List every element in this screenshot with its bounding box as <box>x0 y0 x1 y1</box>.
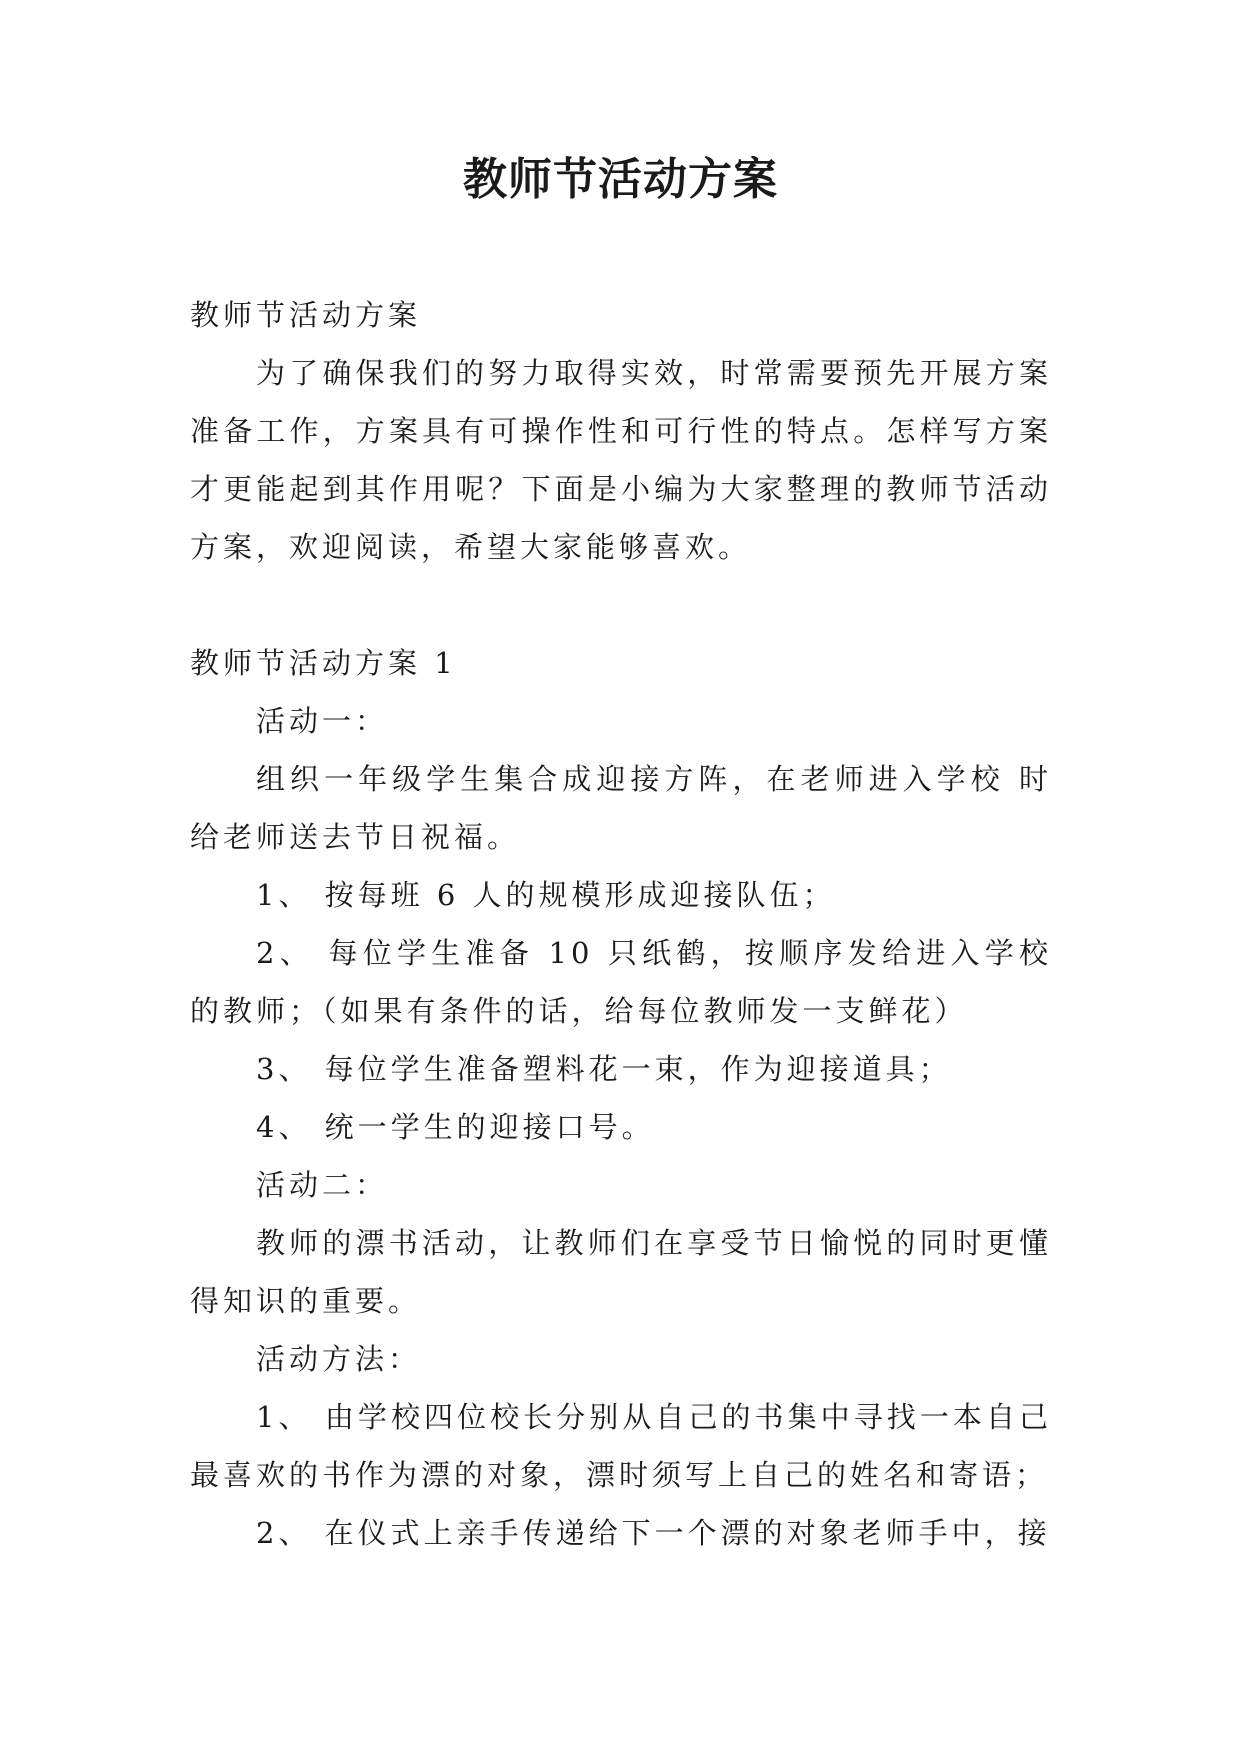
list-item: 4、 统一学生的迎接口号。 <box>256 1110 655 1144</box>
paragraph: 组织一年级学生集合成迎接方阵，在老师进入学校 时给老师送去节日祝福。 <box>190 762 1052 854</box>
list-item: 1、 按每班 6 人的规模形成迎接队伍； <box>256 878 836 912</box>
section-heading: 教师节活动方案 <box>190 298 422 332</box>
page-title: 教师节活动方案 <box>463 154 778 205</box>
paragraph: 教师的漂书活动，让教师们在享受节日愉悦的同时更懂得知识的重要。 <box>190 1226 1052 1318</box>
list-item: 1、 由学校四位校长分别从自己的书集中寻找一本自己最喜欢的书作为漂的对象，漂时须写上自己的姓名和寄语； <box>190 1400 1052 1492</box>
section-heading: 教师节活动方案 1 <box>190 646 457 680</box>
intro-paragraph: 为了确保我们的努力取得实效，时常需要预先开展方案准备工作，方案具有可操作性和可行性的特点。怎样写方案才更能起到其作用呢？下面是小编为大家整理的教师节活动方案，欢迎阅读，希望大家能够喜欢。 <box>190 356 1052 564</box>
document-body <box>190 286 1052 1562</box>
list-item: 3、 每位学生准备塑料花一束，作为迎接道具； <box>256 1052 952 1086</box>
list-item: 2、 每位学生准备 10 只纸鹤，按顺序发给进入学校的教师；（如果有条件的话，给每位教师发一支鲜花） <box>190 936 1052 1028</box>
activity-heading: 活动二： <box>256 1168 389 1202</box>
method-heading: 活动方法： <box>256 1342 422 1376</box>
activity-heading: 活动一： <box>256 704 389 738</box>
list-item: 2、 在仪式上亲手传递给下一个漂的对象老师手中，接 <box>256 1516 1051 1550</box>
